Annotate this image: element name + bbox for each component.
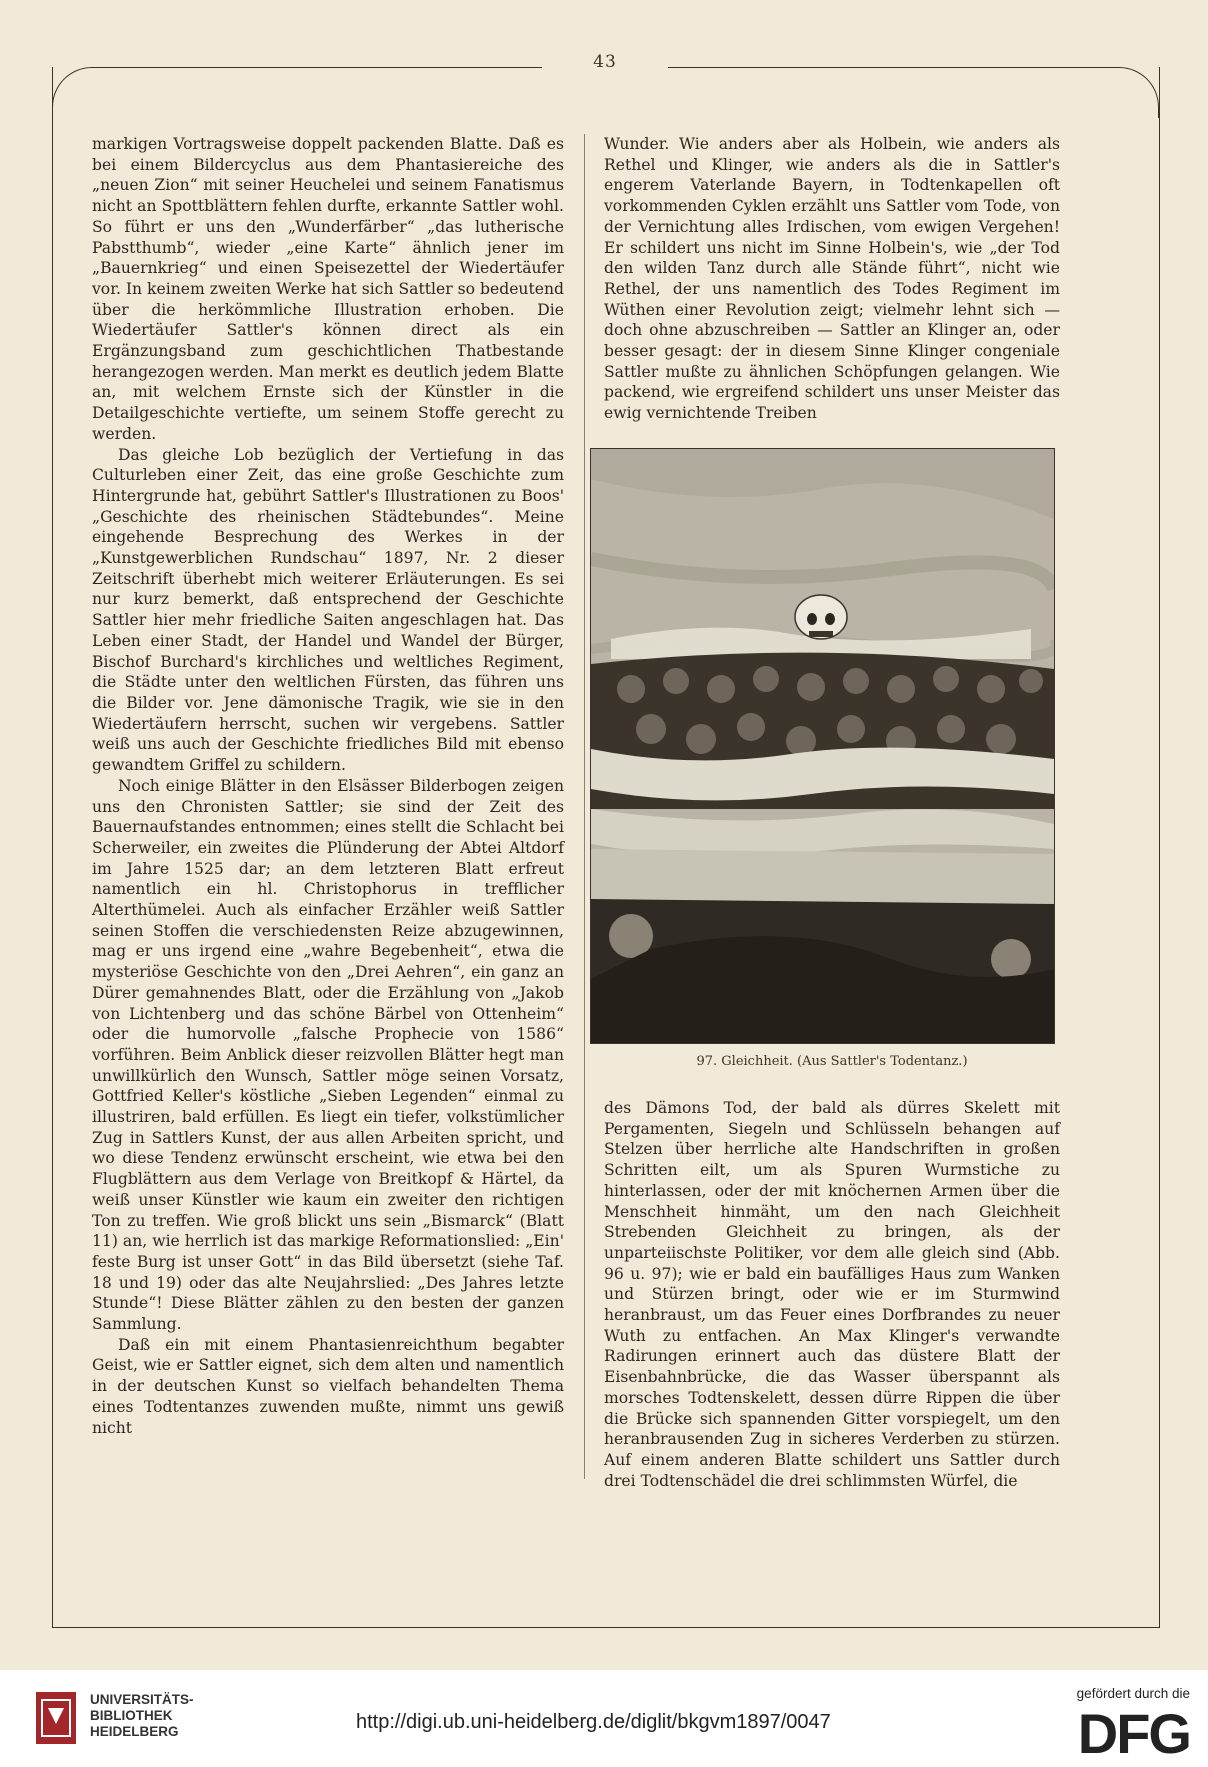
left-column [92,134,564,1438]
illustration-gleichheit [590,448,1055,1044]
library-name [90,1692,194,1740]
right-paragraph-top: Wunder. Wie anders aber als Holbein, wie anders als Rethel und Klinger, wie anders als die in Sattler's engerem Vaterlande Bayern, in Todtenkapellen oft vorkommenden Cyklen erzählt uns Sattler vom Tode, von der Vernichtung alles Irdischen, vom ewigen Vergehen! Er schildert uns nicht im Sinne Holbein's, wie „der Tod den wilden Tanz durch alle Stände führt“, nicht wie Rethel, der uns namentlich des Todes Regiment im Wüthen einer Revolution zeigt; vielmehr lehnt sich — doch ohne abzuschreiben — Sattler an Klinger an, oder besser gesagt: der in diesem Sinne Klinger congeniale Sattler mußte zu ähnlichen Schöpfungen gelangen. Wie packend, wie ergreifend schildert uns unser Meister das ewig vernichtende Treiben [604,135,1060,423]
illustration-drawing [591,449,1054,1043]
university-seal-icon [34,1690,78,1746]
source-url-link[interactable]: http://digi.ub.uni-heidelberg.de/diglit/bkgvm1897/0047 [356,1711,831,1733]
frame-top-right-rule [668,67,1108,68]
funding-label: gefördert durch die [1076,1686,1190,1701]
frame-top-left-rule [102,67,542,68]
column-divider [584,134,585,1479]
library-line-2: BIBLIOTHEK [90,1708,173,1723]
page-number: 43 [593,52,617,72]
right-paragraph-bottom: des Dämons Tod, der bald als dürres Skelett mit Pergamenten, Siegeln und Schlüsseln behangen auf Stelzen über herrliche alte Handschriften in großen Schritten eilt, um als Spuren Wurmstiche zu hinterlassen, oder der mit knöchernen Armen über die Menschheit hinmäht, um den nach Gleichheit Strebenden Gleichheit zu bringen, als der unparteiischste Politiker, vor dem alle gleich sind (Abb. 96 u. 97); wie er bald ein baufälliges Haus zum Wanken und Stürzen bringt, oder wie er im Sturmwind heranbraust, um das Feuer eines Dorfbrandes zu neuer Wuth zu entfachen. An Max Klinger's verwandte Radirungen erinnert auch das düstere Blatt der Eisenbahnbrücke, die das Wasser überspannt als morsches Todtenskelett, dessen dürre Rippen die über die Brücke sich spannenden Gitter vorspiegelt, um den heranbrausenden Zug in sicheres Verderben zu stürzen. Auf einem anderen Blatte schildert uns Sattler durch drei Todtenschädel die drei schlimmsten Würfel, die [604,1099,1060,1490]
left-paragraph-1: markigen Vortragsweise doppelt packenden Blatte. Daß es bei einem Bildercyclus aus dem Phantasiereiche des „neuen Zion“ mit seiner Heuchelei und seinem Fanatismus nicht an Spottblättern fehlen durfte, erkannte Sattler wohl. So führt er uns den „Wunderfärber“ „das lutherische Pabstthumb“, wieder „eine Karte“ ähnlich jener im „Bauernkrieg“ und einen Speisezettel der Wiedertäufer vor. In keinem zweiten Werke hat sich Sattler so bedeutend über die herkömmliche Illustration erhoben. Die Wiedertäufer Sattler's können direct als ein Ergänzungsband zum geschichtlichen Thatbestande herangezogen werden. Man merkt es deutlich jedem Blatte an, mit welchem Ernste sich der Künstler in die Detailgeschichte vertiefte, um seinem Stoffe gerecht zu werden. [92,135,564,443]
dfg-logo: DFG [1077,1702,1190,1765]
right-column-bottom [604,1098,1060,1491]
library-line-1: UNIVERSITÄTS- [90,1692,194,1707]
left-paragraph-2: Das gleiche Lob bezüglich der Vertiefung in das Culturleben einer Zeit, das eine große Geschichte zum Hintergrunde hat, gebührt Sattler's Illustrationen zu Boos' „Geschichte des rheinischen Städtebundes“. Meine eingehende Besprechung des Werkes in der „Kunstgewerblichen Rundschau“ 1897, Nr. 2 dieser Zeitschrift überhebt mich weiterer Erläuterungen. Es sei nur kurz bemerkt, daß entsprechend der Geschichte Sattler hier mehr friedliche Saiten angeschlagen hat. Das Leben einer Stadt, der Handel und Wandel der Bürger, Bischof Burchard's kirchliches und weltliches Regiment, die Städte unter den weltlichen Fürsten, das führen uns die Bilder vor. Jene dämonische Tragik, wie sie in den Wiedertäufern herrscht, suchen wir vergebens. Sattler weiß uns auch der Geschichte friedliches Bild mit ebenso gewandtem Griffel zu schildern. [92,445,564,775]
left-paragraph-3: Noch einige Blätter in den Elsässer Bilderbogen zeigen uns den Chronisten Sattler; sie sind der Zeit des Bauernaufstandes entnommen; eines stellt die Schlacht bei Scherweiler, ein zweites die Plünderung der Abtei Altdorf im Jahre 1525 dar; an dem letzteren Blatt erfreut namentlich ein hl. Christophorus in trefflicher Alterthümelei. Auch als einfacher Erzähler weiß Sattler seinen Stoffen die verschiedensten Reize abzugewinnen, mag er uns irgend eine „wahre Begebenheit“, etwa die mysteriöse Geschichte von den „Drei Aehren“, ein ganz an Dürer gemahnendes Blatt, oder die Erzählung von „Jakob von Lichtenberg und das schöne Bärbel von Ottenheim“ oder die humorvolle „falsche Prophecie von 1586“ vorführen. Beim Anblick dieser reizvollen Blätter hegt man unwillkürlich den Wunsch, Sattler möge seinen Vorsatz, Gottfried Keller's köstliche „Sieben Legenden“ einmal zu illustriren, bald erfüllen. Es liegt ein tiefer, volkstümlicher Zug in Sattlers Kunst, der aus allen Arbeiten spricht, und wo diese Tendenz erwünscht erscheint, wie etwa bei den Flugblättern aus dem Verlage von Breitkopf & Härtel, da weiß unser Künstler wie kaum ein zweiter den richtigen Ton zu treffen. Wie groß blickt uns sein „Bismarck“ (Blatt 11) an, wie herrlich ist das markige Reformationslied: „Ein' feste Burg ist unser Gott“ in das Bild übersetzt (siehe Taf. 18 und 19) oder das alte Neujahrslied: „Des Jahres letzte Stunde“! Diese Blätter zählen zu den besten der ganzen Sammlung. [92,776,564,1334]
left-paragraph-4: Daß ein mit einem Phantasienreichthum begabter Geist, wie er Sattler eignet, sich dem alten und namentlich in der deutschen Kunst so vielfach behandelten Thema eines Todtentanzes zuwenden mußte, nimmt uns gewiß nicht [92,1335,564,1437]
library-line-3: HEIDELBERG [90,1724,179,1739]
figure-caption: 97. Gleichheit. (Aus Sattler's Todentanz.) [696,1054,968,1069]
right-column-top [604,134,1060,424]
